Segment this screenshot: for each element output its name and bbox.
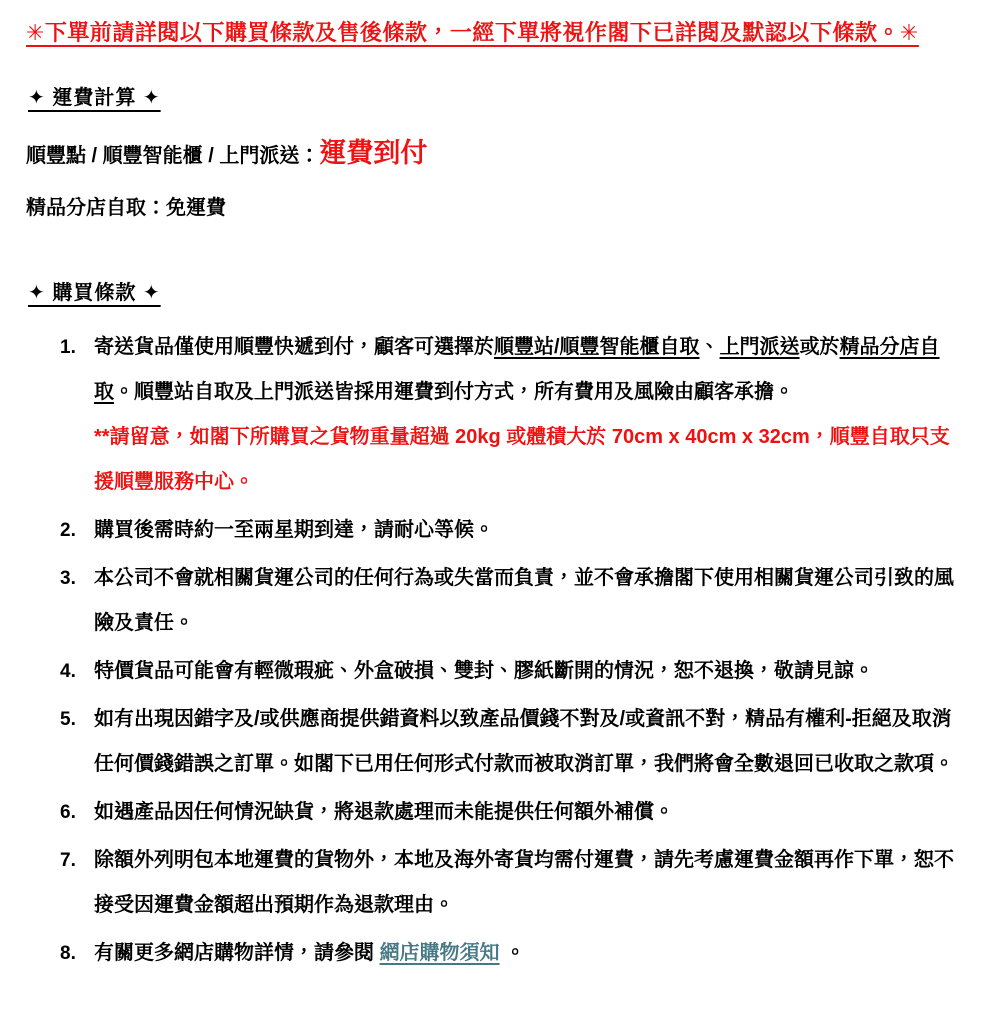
term-segment: 或於 — [799, 336, 840, 358]
term-text-discount-goods: 特價貨品可能會有輕微瑕疵、外盒破損、雙封、膠紙斷開的情況，恕不退換，敬請見諒。 — [94, 660, 874, 682]
weight-size-limit-note: **請留意，如閣下所購買之貨物重量超過 20kg 或體積大於 70cm x 40cm x 32cm，順豐自取只支援順豐服務中心。 — [94, 426, 950, 493]
term-item-7 — [60, 838, 967, 928]
store-pickup-line: 精品分店自取：免運費 — [26, 197, 226, 219]
shipping-options — [24, 136, 967, 225]
term-item-6 — [60, 790, 967, 835]
term-segment: 。順豐站自取及上門派送皆採用運費到付方式，所有費用及風險由顧客承擔。 — [114, 381, 794, 403]
terms-list — [60, 325, 967, 976]
freight-collect-value: 運費到付 — [319, 138, 428, 168]
term-item-3 — [60, 556, 967, 646]
term-item-5 — [60, 697, 967, 787]
term-body — [94, 325, 967, 505]
sf-pickup-underline: 順豐站/順豐智能櫃自取 — [494, 336, 700, 358]
sf-express-options-label: 順豐點 / 順豐智能櫃 / 上門派送： — [26, 145, 320, 167]
term-text-more-info — [94, 931, 967, 976]
term-text-shipping-fees: 除額外列明包本地運費的貨物外，本地及海外寄貨均需付運費，請先考慮運費金額再作下單，恕不接受因運費金額超出預期作為退款理由。 — [94, 849, 954, 916]
term-item-4 — [60, 649, 967, 694]
term-number: 6. — [60, 802, 76, 823]
term-segment: 、 — [699, 336, 720, 358]
term-number: 3. — [60, 568, 76, 589]
term-body — [94, 790, 967, 835]
shipping-fee-heading: ✦ 運費計算 ✦ — [28, 87, 161, 109]
term-text-price-errors: 如有出現因錯字及/或供應商提供錯資料以致產品價錢不對及/或資訊不對，精品有權利-拒絕及取消任何價錢錯誤之訂單。如閣下已用任何形式付款而被取消訂單，我們將會全數退回已收取之款項。 — [94, 708, 954, 775]
term-number: 8. — [60, 943, 76, 964]
term-body — [94, 556, 967, 646]
pre-order-notice-banner: ✳下單前請詳閱以下購買條款及售後條款，一經下單將視作閣下已詳閱及默認以下條款。✳ — [26, 20, 919, 45]
term-body — [94, 931, 967, 976]
term-item-2 — [60, 508, 967, 553]
term-item-1 — [60, 325, 967, 505]
sf-express-line — [26, 136, 967, 173]
term-number: 5. — [60, 709, 76, 730]
term-text-delivery-time: 購買後需時約一至兩星期到達，請耐心等候。 — [94, 519, 494, 541]
term-number: 7. — [60, 850, 76, 871]
term-body — [94, 697, 967, 787]
term-segment: 有關更多網店購物詳情，請參閱 — [94, 942, 380, 964]
term-body — [94, 508, 967, 553]
term-body — [94, 838, 967, 928]
term-text-shipping-methods — [94, 325, 967, 415]
term-number: 4. — [60, 661, 76, 682]
term-number: 1. — [60, 337, 76, 358]
term-segment: 寄送貨品僅使用順豐快遞到付，顧客可選擇於 — [94, 336, 494, 358]
term-text-out-of-stock: 如遇產品因任何情況缺貨，將退款處理而未能提供任何額外補償。 — [94, 801, 674, 823]
store-pickup-underline: 精品分店自取 — [94, 336, 940, 403]
home-delivery-underline: 上門派送 — [719, 336, 800, 358]
term-segment: 。 — [499, 942, 526, 964]
online-shopping-guide-link[interactable]: 網店購物須知 — [379, 942, 500, 964]
term-item-8 — [60, 931, 967, 976]
term-number: 2. — [60, 520, 76, 541]
purchase-terms-section — [24, 279, 967, 976]
shipping-fee-section — [24, 84, 967, 225]
purchase-terms-heading: ✦ 購買條款 ✦ — [28, 282, 161, 304]
term-body — [94, 649, 967, 694]
term-text-courier-liability: 本公司不會就相關貨運公司的任何行為或失當而負責，並不會承擔閣下使用相關貨運公司引致的風險及責任。 — [94, 567, 954, 634]
